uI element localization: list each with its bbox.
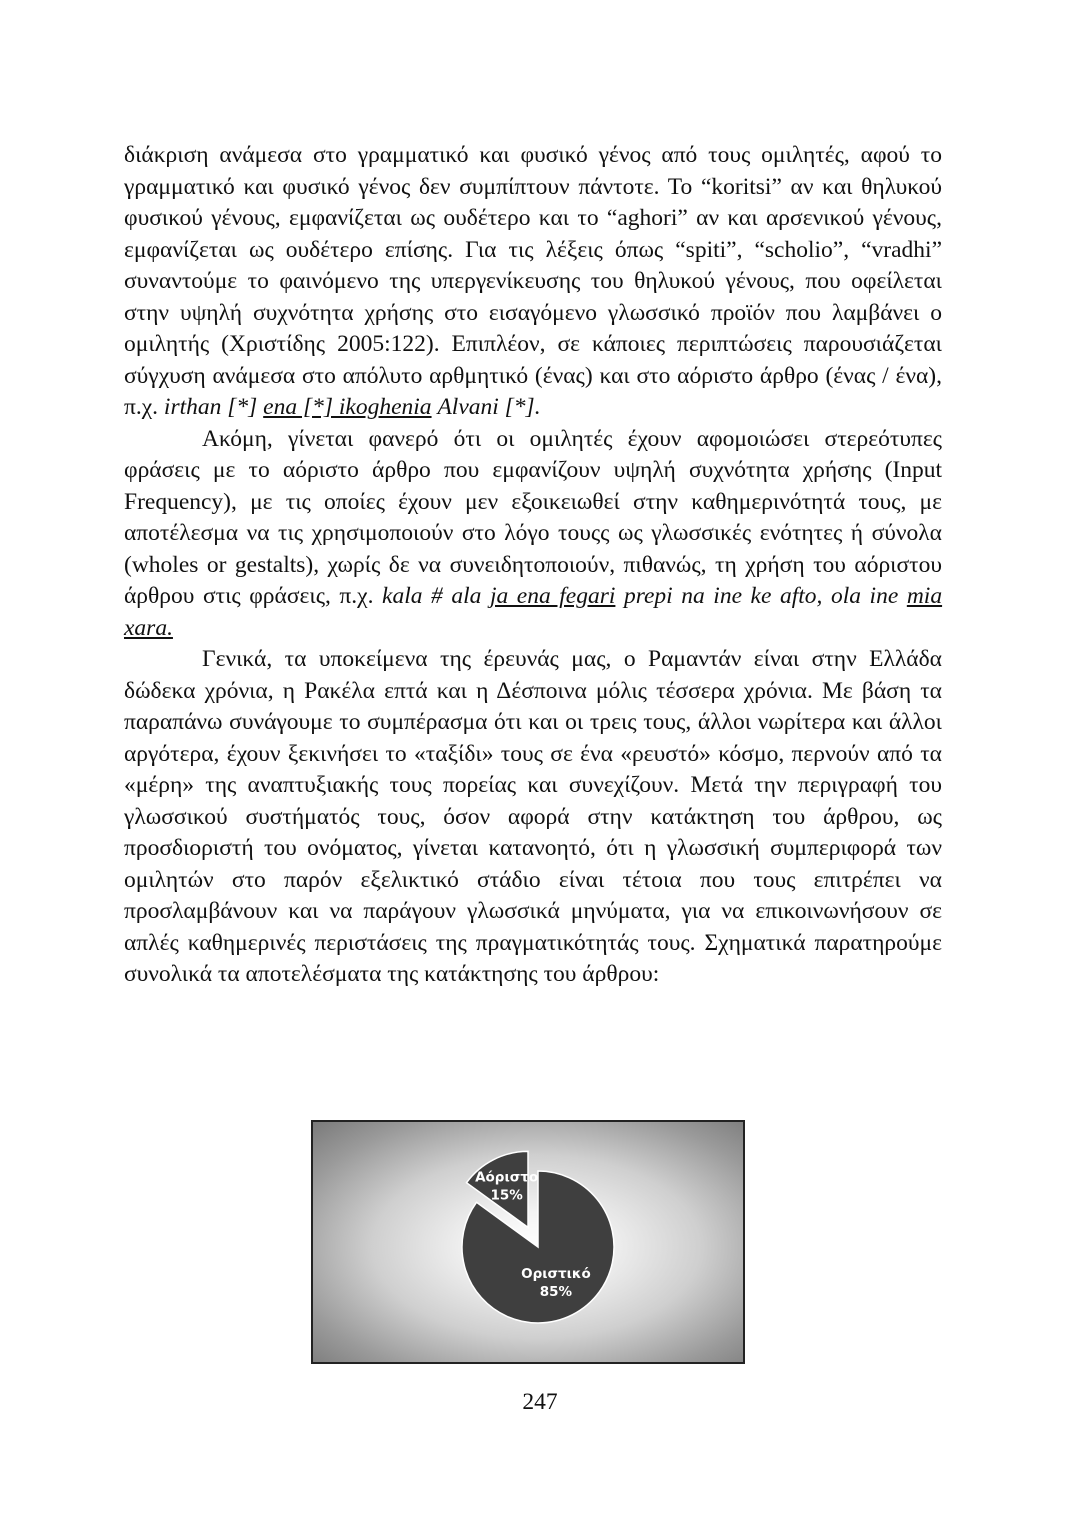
slice-category-label-1: Οριστικό [521, 1266, 591, 1283]
paragraph-1 [124, 140, 942, 424]
example-kala-ala: kala # ala [382, 583, 482, 609]
body-text [124, 140, 942, 991]
paragraph-2 [124, 424, 942, 645]
paragraph-2-text: Ακόμη, γίνεται φανερό ότι οι ομιλητές έχουν αφομοιώσει στερεότυπες φράσεις με το αόριστο άρθρο που εμφανίζουν υψηλή συχνότητα χρήσης (Input Frequency), με τις οποίες έχουν μεν εξοικειωθεί στην καθημερινότητά τους, με αποτέλεσμα να τις χρησιμοποιούν στο λόγο τουςς ως γλωσσικές ενότητες ή σύνολα (wholes or gestalts), χωρίς δε να συνειδητοποιούν, πιθανώς, τη χρήση του αόριστου άρθρου στις φράσεις, π.χ. [124, 425, 942, 609]
example-ola-ine: ola ine [830, 583, 899, 609]
slice-value-label-1: 85% [539, 1284, 573, 1301]
pie-chart-figure [311, 1120, 745, 1364]
page-number: 247 [522, 1389, 558, 1415]
example-alvani: Alvani [*]. [437, 394, 541, 420]
example-separator: , [816, 583, 831, 609]
slice-category-label-0: Αόριστο [475, 1169, 539, 1186]
example-ena-ikoghenia: ena [*] ikoghenia [263, 394, 432, 420]
example-prepi-na-ine: prepi na ine ke afto [623, 583, 817, 609]
example-ja-ena-fegari: ja ena fegari [489, 583, 616, 609]
paragraph-3-text: Γενικά, τα υποκείμενα της έρευνάς μας, ο Ραμαντάν είναι στην Ελλάδα δώδεκα χρόνια, η Ρακέλα επτά και η Δέσποινα μόλις τέσσερα χρόνια. Με βάση τα παραπάνω συνάγουμε το συμπέρασμα ότι και οι τρεις τους, άλλοι νωρίτερα και άλλοι αργότερα, έχουν ξεκινήσει το «ταξίδι» τους σε ένα «ρευστό» κόσμο, περνούν από τα «μέρη» της αναπτυξιακής τους πορείας και συνεχίζουν. Μετά την περιγραφή του γλωσσικού συστήματός τους, όσον αφορά στην κατάκτηση του άρθρου, ως προσδιοριστή του ονόματος, γίνεται κατανοητό, ότι η γλωσσική συμπεριφορά των ομιλητών στο παρόν εξελικτικό στάδιο είναι τέτοια που τους επιτρέπει να προσλαμβάνουν και να παράγουν γλωσσικά μηνύματα, για να επικοινωνήσουν σε απλές καθημερινές περιστάσεις της πραγματικότητάς τους. Σχηματικά παρατηρούμε συνολικά τα αποτελέσματα της κατάκτησης του άρθρου: [124, 646, 942, 987]
paragraph-1-text: διάκριση ανάμεσα στο γραμματικό και φυσικό γένος από τους ομιλητές, αφού το γραμματικό και φυσικό γένος δεν συμπίπτουν πάντοτε. Το “koritsi” αν και θηλυκού φυσικού γένους, εμφανίζεται ως ουδέτερο και το “aghori” αν και αρσενικού γένους, εμφανίζεται ως ουδέτερο επίσης. Για τις λέξεις όπως “spiti”, “scholio”, “vradhi” συναντούμε το φαινόμενο της υπεργενίκευσης του θηλυκού γένους, που οφείλεται στην υψηλή συχνότητα χρήσης στο εισαγόμενο γλωσσικό προϊόν που λαμβάνει ο ομιλητής (Χριστίδης 2005:122). Επιπλέον, σε κάποιες περιπτώσεις παρουσιάζεται σύγχυση ανάμεσα στο απόλυτο αρθμητικό (ένας) και στο αόριστο άρθρο (ένας / ένα), π.χ. [124, 142, 942, 420]
pie-chart [313, 1122, 743, 1362]
paragraph-3 [124, 644, 942, 991]
example-irthan: irthan [*] [163, 394, 258, 420]
slice-value-label-0: 15% [490, 1187, 523, 1204]
example-mia-xara: mia xara. [124, 583, 943, 641]
